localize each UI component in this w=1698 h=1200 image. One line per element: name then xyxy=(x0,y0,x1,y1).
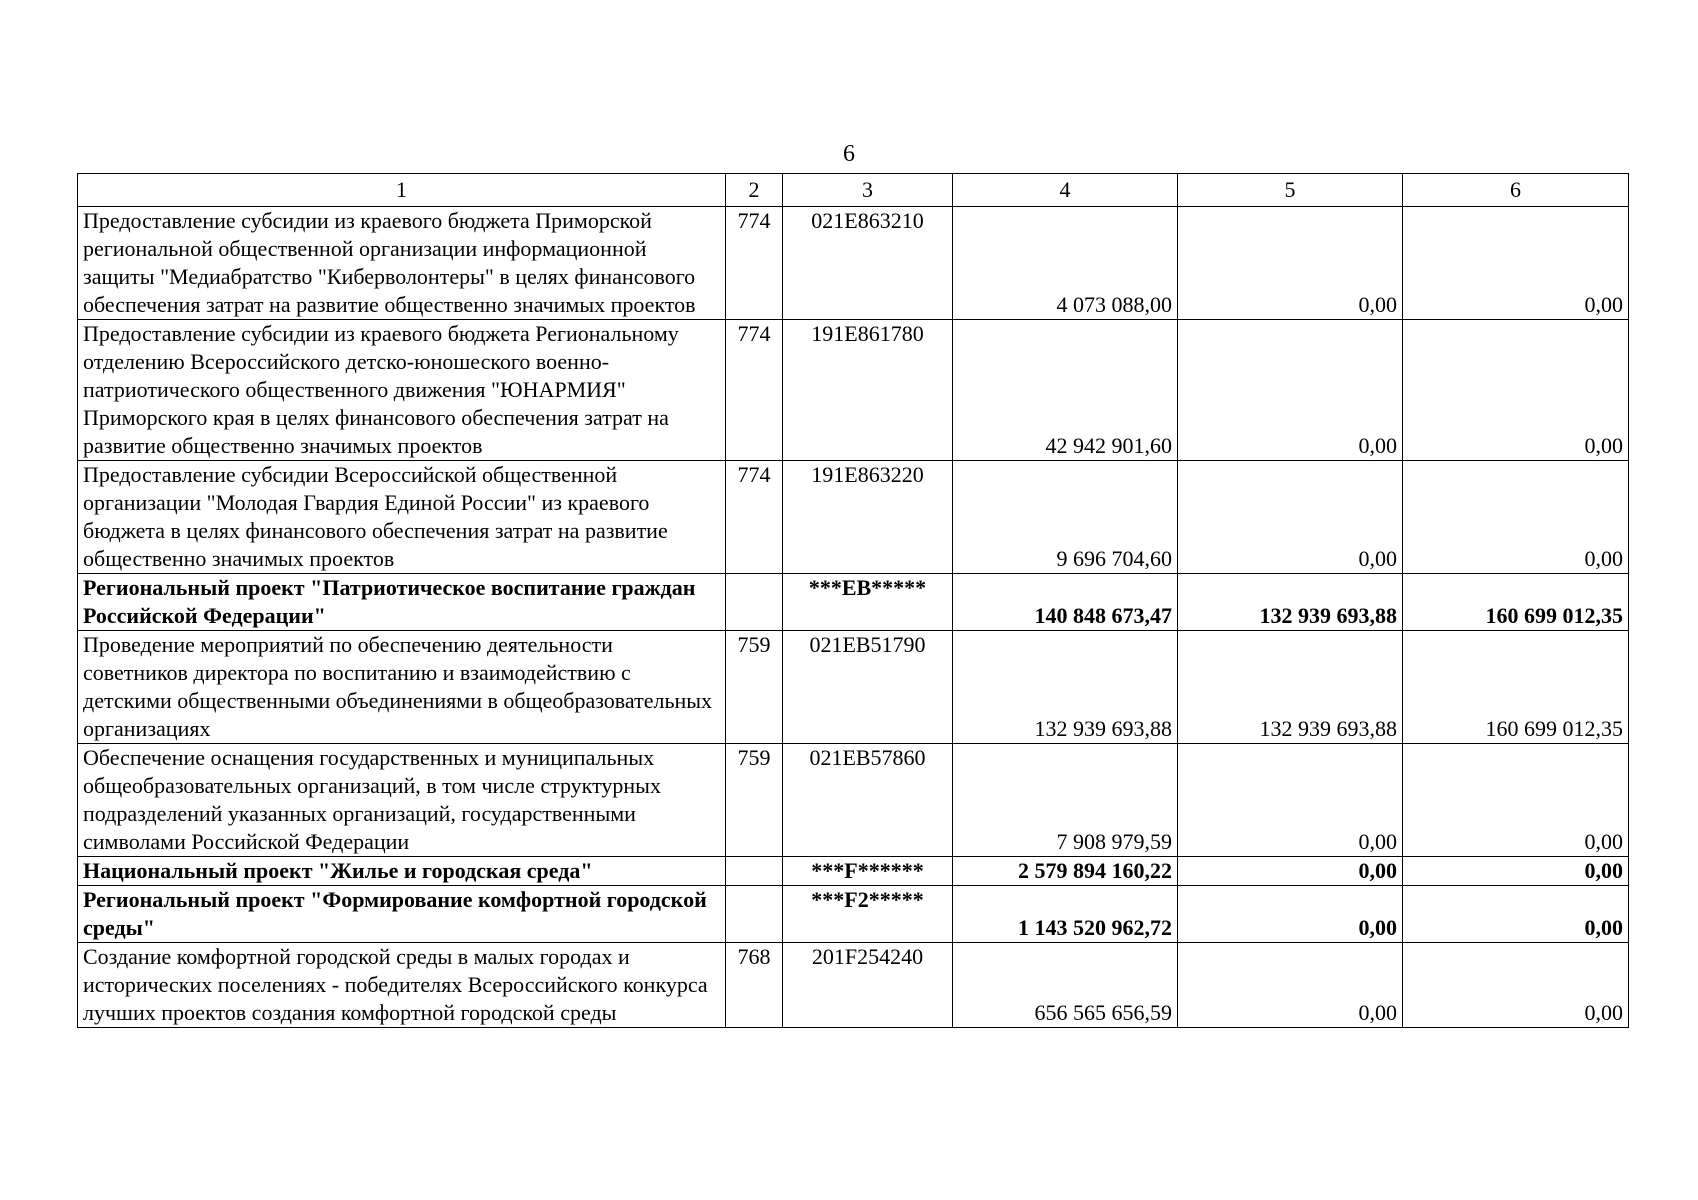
project-row xyxy=(78,574,1629,631)
row-amount-6-cell: 0,00 xyxy=(1403,886,1629,943)
row-code-cell: 759 xyxy=(726,631,783,744)
row-kcsr-cell: 021E863210 xyxy=(783,207,953,320)
row-amount-5-cell: 0,00 xyxy=(1178,320,1403,461)
row-amount-4-cell: 656 565 656,59 xyxy=(953,943,1178,1028)
row-amount-5-cell: 0,00 xyxy=(1178,461,1403,574)
row-code-cell: 774 xyxy=(726,461,783,574)
row-amount-5-cell: 132 939 693,88 xyxy=(1178,631,1403,744)
row-amount-4-cell: 4 073 088,00 xyxy=(953,207,1178,320)
row-amount-4-cell: 132 939 693,88 xyxy=(953,631,1178,744)
row-amount-6-cell: 0,00 xyxy=(1403,744,1629,857)
row-name-cell: Региональный проект "Формирование комфортной городской среды" xyxy=(78,886,726,943)
row-amount-4-cell: 9 696 704,60 xyxy=(953,461,1178,574)
row-amount-4-cell: 7 908 979,59 xyxy=(953,744,1178,857)
row-amount-6-cell: 0,00 xyxy=(1403,943,1629,1028)
row-name-cell: Создание комфортной городской среды в малых городах и исторических поселениях - победителях Всероссийского конкурса лучших проектов создания комфортной городской среды xyxy=(78,943,726,1028)
row-amount-6-cell: 0,00 xyxy=(1403,461,1629,574)
row-kcsr-cell: ***EB***** xyxy=(783,574,953,631)
row-amount-5-cell: 132 939 693,88 xyxy=(1178,574,1403,631)
row-amount-6-cell: 0,00 xyxy=(1403,857,1629,886)
row-name-cell: Предоставление субсидии из краевого бюджета Региональному отделению Всероссийского детско-юношеского военно-патриотического общественного движения "ЮНАРМИЯ" Приморского края в целях финансового обеспечения затрат на развитие общественно значимых проектов xyxy=(78,320,726,461)
row-kcsr-cell: 191E863220 xyxy=(783,461,953,574)
table-row xyxy=(78,320,1629,461)
row-name-cell: Предоставление субсидии Всероссийской общественной организации "Молодая Гвардия Единой России" из краевого бюджета в целях финансового обеспечения затрат на развитие общественно значимых проектов xyxy=(78,461,726,574)
row-name-cell: Национальный проект "Жилье и городская среда" xyxy=(78,857,726,886)
header-cell-3: 3 xyxy=(783,174,953,207)
row-amount-5-cell: 0,00 xyxy=(1178,943,1403,1028)
row-name-cell: Региональный проект "Патриотическое воспитание граждан Российской Федерации" xyxy=(78,574,726,631)
project-row xyxy=(78,857,1629,886)
header-cell-2: 2 xyxy=(726,174,783,207)
table-row xyxy=(78,207,1629,320)
row-name-cell: Предоставление субсидии из краевого бюджета Приморской региональной общественной организации информационной защиты "Медиабратство "Киберволонтеры" в целях финансового обеспечения затрат на развитие общественно значимых проектов xyxy=(78,207,726,320)
row-name-cell: Обеспечение оснащения государственных и муниципальных общеобразовательных организаций, в том числе структурных подразделений указанных организаций, государственными символами Российской Федерации xyxy=(78,744,726,857)
project-row xyxy=(78,886,1629,943)
row-code-cell xyxy=(726,886,783,943)
row-amount-4-cell: 1 143 520 962,72 xyxy=(953,886,1178,943)
row-code-cell: 768 xyxy=(726,943,783,1028)
row-amount-5-cell: 0,00 xyxy=(1178,744,1403,857)
row-kcsr-cell: ***F****** xyxy=(783,857,953,886)
row-amount-6-cell: 0,00 xyxy=(1403,207,1629,320)
row-kcsr-cell: 191E861780 xyxy=(783,320,953,461)
row-amount-6-cell: 160 699 012,35 xyxy=(1403,631,1629,744)
header-cell-1: 1 xyxy=(78,174,726,207)
row-kcsr-cell: 021EB57860 xyxy=(783,744,953,857)
row-kcsr-cell: 021EB51790 xyxy=(783,631,953,744)
row-amount-4-cell: 42 942 901,60 xyxy=(953,320,1178,461)
row-amount-6-cell: 160 699 012,35 xyxy=(1403,574,1629,631)
header-cell-4: 4 xyxy=(953,174,1178,207)
header-cell-6: 6 xyxy=(1403,174,1629,207)
row-code-cell: 774 xyxy=(726,320,783,461)
table-row xyxy=(78,744,1629,857)
row-amount-5-cell: 0,00 xyxy=(1178,857,1403,886)
row-name-cell: Проведение мероприятий по обеспечению деятельности советников директора по воспитанию и взаимодействию с детскими общественными объединениями в общеобразовательных организациях xyxy=(78,631,726,744)
header-cell-5: 5 xyxy=(1178,174,1403,207)
budget-table xyxy=(77,173,1629,1028)
row-code-cell: 759 xyxy=(726,744,783,857)
row-amount-6-cell: 0,00 xyxy=(1403,320,1629,461)
page-number: 6 xyxy=(843,141,855,167)
row-code-cell: 774 xyxy=(726,207,783,320)
header-row xyxy=(78,174,1629,207)
table-row xyxy=(78,943,1629,1028)
row-code-cell xyxy=(726,574,783,631)
row-amount-5-cell: 0,00 xyxy=(1178,886,1403,943)
row-amount-4-cell: 2 579 894 160,22 xyxy=(953,857,1178,886)
row-kcsr-cell: 201F254240 xyxy=(783,943,953,1028)
table-row xyxy=(78,461,1629,574)
row-code-cell xyxy=(726,857,783,886)
row-kcsr-cell: ***F2***** xyxy=(783,886,953,943)
row-amount-4-cell: 140 848 673,47 xyxy=(953,574,1178,631)
table-row xyxy=(78,631,1629,744)
row-amount-5-cell: 0,00 xyxy=(1178,207,1403,320)
